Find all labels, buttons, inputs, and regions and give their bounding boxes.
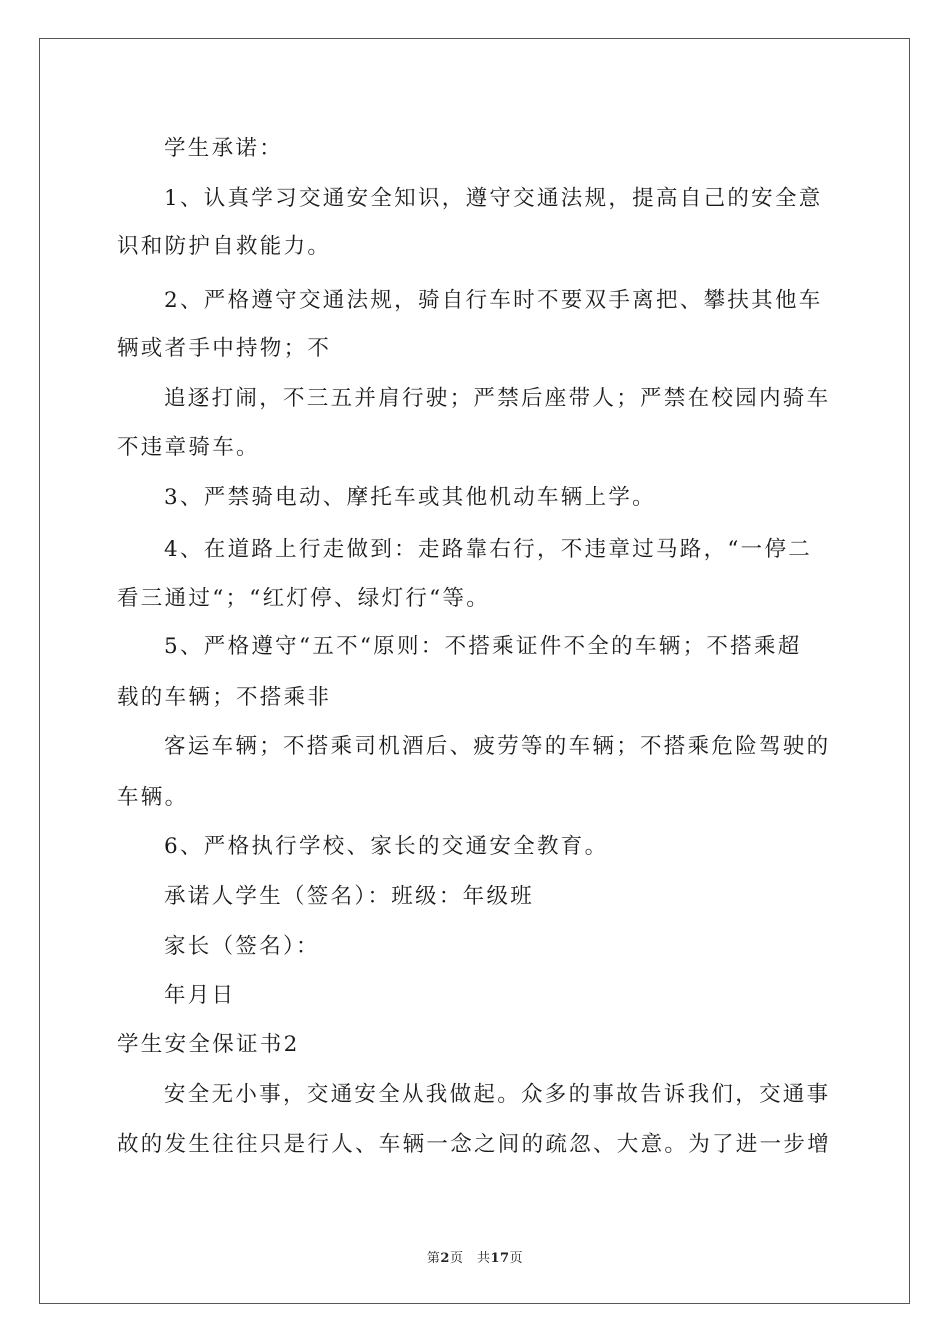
paragraph-line: 6、严格执行学校、家长的交通安全教育。	[164, 834, 609, 859]
paragraph-line: 识和防护自救能力。	[117, 234, 332, 259]
signature-line-parent: 家长（签名）：	[164, 934, 320, 959]
paragraph-line: 车辆。	[117, 785, 189, 810]
paragraph-line: 辆或者手中持物；不	[117, 336, 332, 361]
page-total: 17	[490, 1251, 510, 1266]
paragraph-line: 追逐打闹，不三五并肩行驶；严禁后座带人；严禁在校园内骑车	[164, 386, 831, 411]
paragraph-line: 3、严禁骑电动、摩托车或其他机动车辆上学。	[164, 485, 656, 510]
footer-prefix: 第	[426, 1251, 441, 1266]
page-footer	[0, 1247, 950, 1266]
page-border	[39, 38, 910, 1304]
date-line: 年月日	[164, 983, 236, 1008]
paragraph-line: 客运车辆；不搭乘司机酒后、疲劳等的车辆；不搭乘危险驾驶的	[164, 734, 831, 759]
footer-middle: 页 共	[449, 1251, 491, 1266]
paragraph-line: 看三通过“；“红灯停、绿灯行“等。	[117, 586, 491, 611]
paragraph-line: 5、严格遵守“五不“原则：不搭乘证件不全的车辆；不搭乘超	[164, 634, 802, 659]
paragraph-line: 1、认真学习交通安全知识，遵守交通法规，提高自己的安全意	[164, 186, 823, 211]
section-heading: 学生承诺：	[164, 136, 284, 161]
paragraph-line: 2、严格遵守交通法规，骑自行车时不要双手离把、攀扶其他车	[164, 288, 823, 313]
footer-suffix: 页	[509, 1251, 524, 1266]
page-number: 2	[440, 1251, 450, 1266]
signature-line-student: 承诺人学生（签名）：班级：年级班	[164, 884, 535, 909]
paragraph-line: 不违章骑车。	[117, 435, 260, 460]
paragraph-line: 载的车辆；不搭乘非	[117, 685, 332, 710]
paragraph-line: 4、在道路上行走做到：走路靠右行，不违章过马路，“一停二	[164, 537, 813, 562]
paragraph-line: 安全无小事，交通安全从我做起。众多的事故告诉我们，交通事	[164, 1082, 831, 1107]
paragraph-line: 故的发生往往只是行人、车辆一念之间的疏忽、大意。为了进一步增	[117, 1132, 832, 1157]
document-title: 学生安全保证书2	[117, 1032, 300, 1057]
